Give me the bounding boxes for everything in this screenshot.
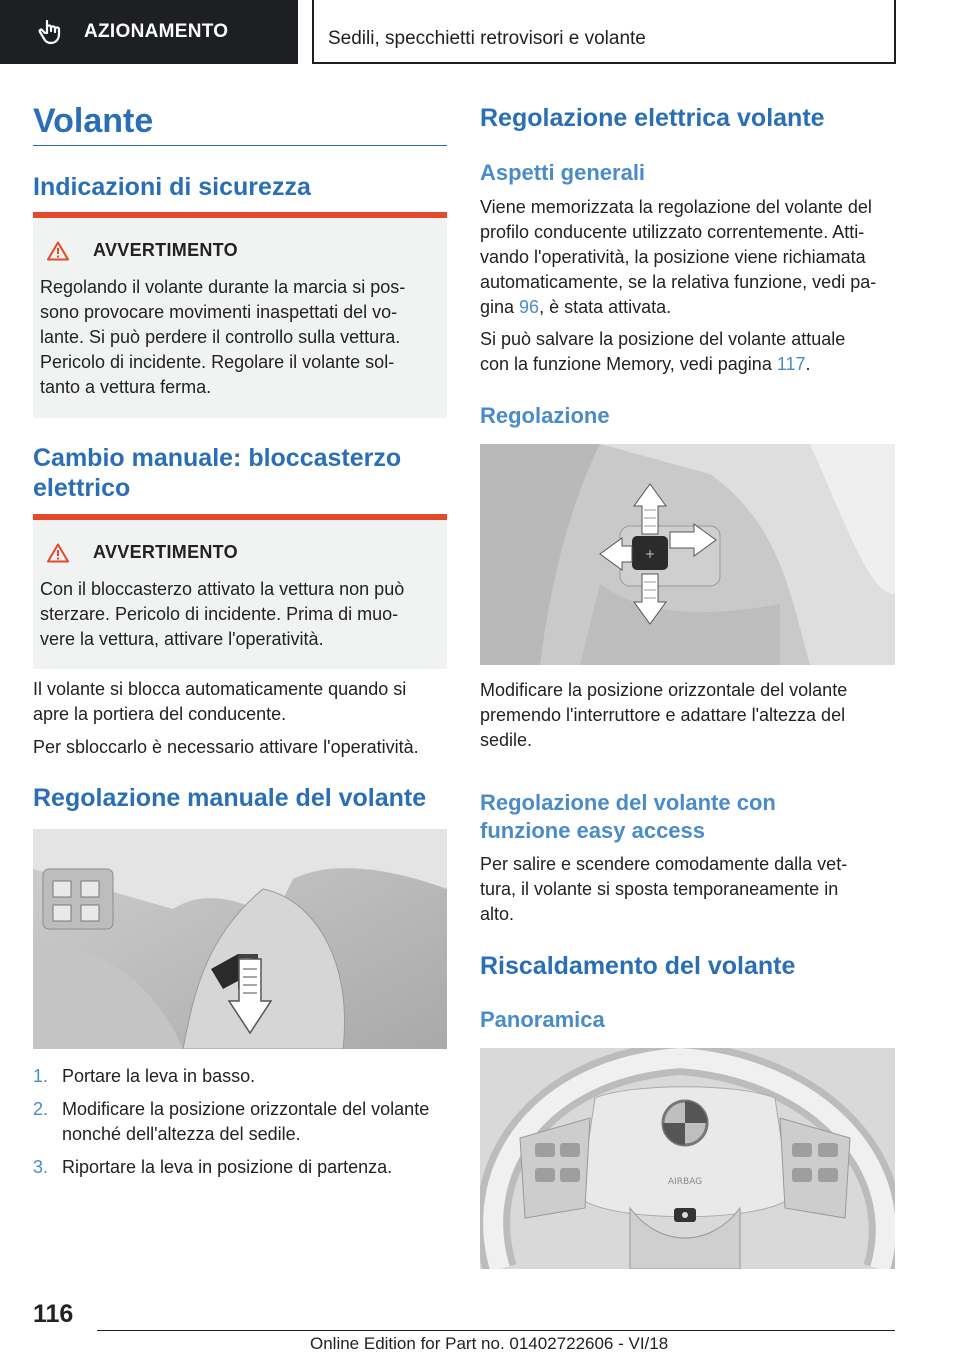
list-item — [33, 1155, 447, 1180]
svg-text:+: + — [644, 547, 656, 561]
warning-label: AVVERTIMENTO — [93, 240, 238, 260]
page-title: Volante — [33, 102, 154, 140]
warning-line: Pericolo di incidente. Regolare il volante sol- — [40, 352, 395, 372]
header-chapter-box — [312, 0, 896, 64]
easy-access-heading — [480, 789, 776, 844]
text-line: Per salire e scendere comodamente dalla vet- — [480, 854, 848, 874]
warning-box-lock — [33, 514, 447, 669]
manual-adjust-heading: Regolazione manuale del volante — [33, 784, 427, 812]
page-link-117[interactable]: 117 — [776, 354, 806, 374]
easy-access-paragraph — [480, 852, 895, 927]
text-line: vando l'operatività, la posizione viene richiamata — [480, 247, 866, 267]
airbag-label: AIRBAG — [667, 1177, 703, 1187]
warning-triangle-icon — [47, 241, 69, 261]
list-item — [33, 1097, 447, 1147]
text-line: premendo l'interruttore e adattare l'altezza del — [480, 705, 846, 725]
text-fragment: con la funzione Memory, vedi pagina — [480, 354, 777, 374]
list-item — [33, 1064, 447, 1089]
steering-hand-icon — [38, 19, 64, 45]
warning-line: Regolando il volante durante la marcia si pos- — [40, 277, 406, 297]
adjust-paragraph — [480, 678, 895, 753]
step-text: Modificare la posizione orizzontale del volante — [62, 1099, 430, 1119]
electric-switch-figure — [480, 444, 895, 665]
warning-line: vere la vettura, attivare l'operatività. — [40, 629, 324, 649]
manual-lever-illustration — [33, 829, 447, 1049]
text-line: apre la portiera del conducente. — [33, 704, 287, 724]
warning-line: sterzare. Pericolo di incidente. Prima di muo- — [40, 604, 399, 624]
electric-adjust-heading: Regolazione elettrica volante — [480, 104, 825, 132]
step-text: nonché dell'altezza del sedile. — [62, 1124, 301, 1144]
page-number: 116 — [33, 1300, 74, 1328]
manual-adjust-steps — [33, 1064, 447, 1188]
text-line: Modificare la posizione orizzontale del volante — [480, 680, 848, 700]
page-link-96[interactable]: 96 — [519, 297, 540, 317]
text-line — [480, 295, 895, 320]
text-line: alto. — [480, 904, 515, 924]
text-fragment: . — [805, 354, 811, 374]
general-heading: Aspetti generali — [480, 160, 646, 185]
text-line: Viene memorizzata la regolazione del volante del — [480, 197, 872, 217]
adjust-heading: Regolazione — [480, 403, 610, 428]
text-line: Si può salvare la posizione del volante attuale — [480, 329, 846, 349]
text-line: automaticamente, se la relativa funzione, vedi pa- — [480, 272, 877, 292]
step-number: 2. — [33, 1099, 49, 1119]
warning-triangle-icon — [47, 543, 69, 563]
lock-paragraph-1 — [33, 677, 447, 727]
heading-line: Regolazione del volante con — [480, 790, 776, 815]
electric-switch-illustration — [480, 444, 895, 665]
warning-line: tanto a vettura ferma. — [40, 377, 212, 397]
warning-text — [40, 275, 405, 400]
step-number: 1. — [33, 1066, 49, 1086]
heating-heading: Riscaldamento del volante — [480, 952, 796, 980]
header-section-tab — [0, 0, 298, 64]
text-line: profilo conducente utilizzato correntemente. Atti- — [480, 222, 865, 242]
steering-wheel-illustration — [480, 1048, 895, 1269]
safety-heading: Indicazioni di sicurezza — [33, 173, 311, 201]
warning-line: sono provocare movimenti inaspettati del vo- — [40, 302, 398, 322]
text-line — [480, 352, 895, 377]
warning-box-steering — [33, 212, 447, 418]
text-line: sedile. — [480, 730, 533, 750]
manual-lever-figure — [33, 829, 447, 1049]
text-fragment: , è stata attivata. — [539, 297, 672, 317]
heading-line: funzione easy access — [480, 817, 706, 843]
steering-lock-heading — [33, 444, 401, 503]
warning-label: AVVERTIMENTO — [93, 542, 238, 562]
heading-line: elettrico — [33, 473, 131, 502]
step-number: 3. — [33, 1157, 49, 1177]
warning-text — [40, 577, 404, 652]
steering-wheel-figure — [480, 1048, 895, 1269]
header-section-title: AZIONAMENTO — [84, 21, 229, 42]
step-text: Portare la leva in basso. — [62, 1066, 256, 1086]
memory-paragraph — [480, 327, 895, 377]
footer-rule — [97, 1330, 895, 1331]
step-text: Riportare la leva in posizione di partenza. — [62, 1157, 393, 1177]
warning-line: lante. Si può perdere il controllo sulla vettura. — [40, 327, 401, 347]
text-line: Il volante si blocca automaticamente quando si — [33, 679, 407, 699]
warning-line: Con il bloccasterzo attivato la vettura non può — [40, 579, 405, 599]
general-paragraph — [480, 195, 895, 320]
lock-paragraph-2: Per sbloccarlo è necessario attivare l'operatività. — [33, 737, 419, 757]
text-line: tura, il volante si sposta temporaneamente in — [480, 879, 839, 899]
header-chapter-title: Sedili, specchietti retrovisori e volante — [328, 28, 646, 49]
overview-heading: Panoramica — [480, 1007, 605, 1032]
title-rule — [33, 145, 447, 146]
heading-line: Cambio manuale: bloccasterzo — [33, 444, 402, 472]
text-fragment: gina — [480, 297, 520, 317]
edition-footer: Online Edition for Part no. 01402722606 - VI/18 — [310, 1334, 669, 1353]
